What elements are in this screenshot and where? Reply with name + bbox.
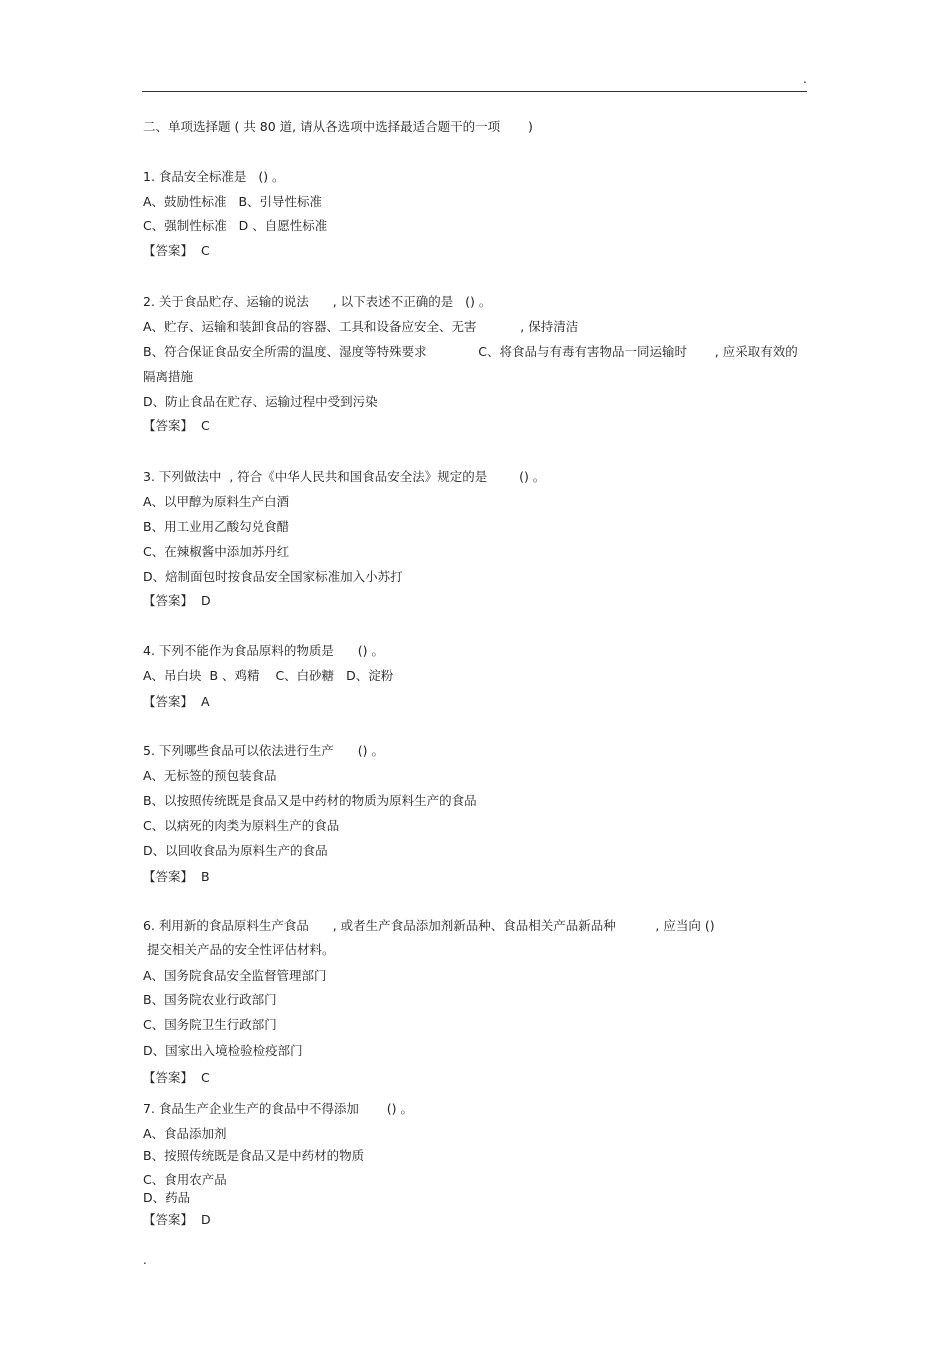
question-2-option: D、防止食品在贮存、运输过程中受到污染 bbox=[143, 394, 378, 409]
question-1-options: A、鼓励性标准 B、引导性标准 bbox=[143, 194, 323, 209]
question-4-options: A、吊白块 B 、鸡精 C、白砂糖 D、淀粉 bbox=[143, 668, 394, 683]
question-3-answer: 【答案】 D bbox=[143, 593, 211, 608]
question-1-stem: 1. 食品安全标准是 () 。 bbox=[143, 169, 285, 184]
question-7-option: A、食品添加剂 bbox=[143, 1126, 227, 1141]
question-2-option: A、贮存、运输和装卸食品的容器、工具和设备应安全、无害 , 保持清洁 bbox=[143, 319, 579, 334]
question-6-answer: 【答案】 C bbox=[143, 1070, 210, 1085]
question-2-option: 隔离措施 bbox=[143, 369, 194, 384]
question-3-option: A、以甲醇为原料生产白酒 bbox=[143, 494, 290, 509]
question-3-option: B、用工业用乙酸勾兑食醋 bbox=[143, 519, 290, 534]
question-7-option: B、按照传统既是食品又是中药材的物质 bbox=[143, 1148, 365, 1163]
question-7-option: C、食用农产品 bbox=[143, 1172, 227, 1187]
question-6-option: C、国务院卫生行政部门 bbox=[143, 1017, 277, 1032]
question-7-answer: 【答案】 D bbox=[143, 1212, 211, 1227]
question-5-answer: 【答案】 B bbox=[143, 869, 210, 884]
question-5-option: C、以病死的肉类为原料生产的食品 bbox=[143, 818, 340, 833]
question-6-stem: 提交相关产品的安全性评估材料。 bbox=[143, 942, 335, 957]
header-rule bbox=[142, 91, 807, 92]
question-6-stem: 6. 利用新的食品原料生产食品 , 或者生产食品添加剂新品种、食品相关产品新品种 , 应当向 () bbox=[143, 918, 715, 933]
question-2-stem: 2. 关于食品贮存、运输的说法 , 以下表述不正确的是 () 。 bbox=[143, 294, 492, 309]
footer-mark: . bbox=[143, 1253, 147, 1267]
question-3-option: C、在辣椒酱中添加苏丹红 bbox=[143, 544, 290, 559]
question-2-answer: 【答案】 C bbox=[143, 418, 210, 433]
question-6-option: A、国务院食品安全监督管理部门 bbox=[143, 968, 327, 983]
header-mark: . bbox=[803, 72, 807, 86]
question-5-stem: 5. 下列哪些食品可以依法进行生产 () 。 bbox=[143, 743, 384, 758]
question-6-option: B、国务院农业行政部门 bbox=[143, 992, 277, 1007]
question-3-stem: 3. 下列做法中 , 符合《中华人民共和国食品安全法》规定的是 () 。 bbox=[143, 469, 546, 484]
question-2-option: B、符合保证食品安全所需的温度、湿度等特殊要求 C、将食品与有毒有害物品一同运输时 , 应采取有效的 bbox=[143, 344, 798, 359]
question-4-answer: 【答案】 A bbox=[143, 694, 210, 709]
section-title: 二、单项选择题 ( 共 80 道, 请从各选项中选择最适合题干的一项 ) bbox=[143, 119, 533, 134]
question-5-option: D、以回收食品为原料生产的食品 bbox=[143, 843, 328, 858]
question-5-option: A、无标签的预包装食品 bbox=[143, 768, 277, 783]
question-3-option: D、焙制面包时按食品安全国家标准加入小苏打 bbox=[143, 569, 403, 584]
question-6-option: D、国家出入境检验检疫部门 bbox=[143, 1043, 303, 1058]
question-1-answer: 【答案】 C bbox=[143, 243, 210, 258]
question-7-option: D、药品 bbox=[143, 1190, 191, 1205]
question-7-stem: 7. 食品生产企业生产的食品中不得添加 () 。 bbox=[143, 1101, 413, 1116]
question-4-stem: 4. 下列不能作为食品原料的物质是 () 。 bbox=[143, 643, 384, 658]
question-1-options: C、强制性标准 D 、自愿性标准 bbox=[143, 218, 328, 233]
question-5-option: B、以按照传统既是食品又是中药材的物质为原料生产的食品 bbox=[143, 793, 477, 808]
